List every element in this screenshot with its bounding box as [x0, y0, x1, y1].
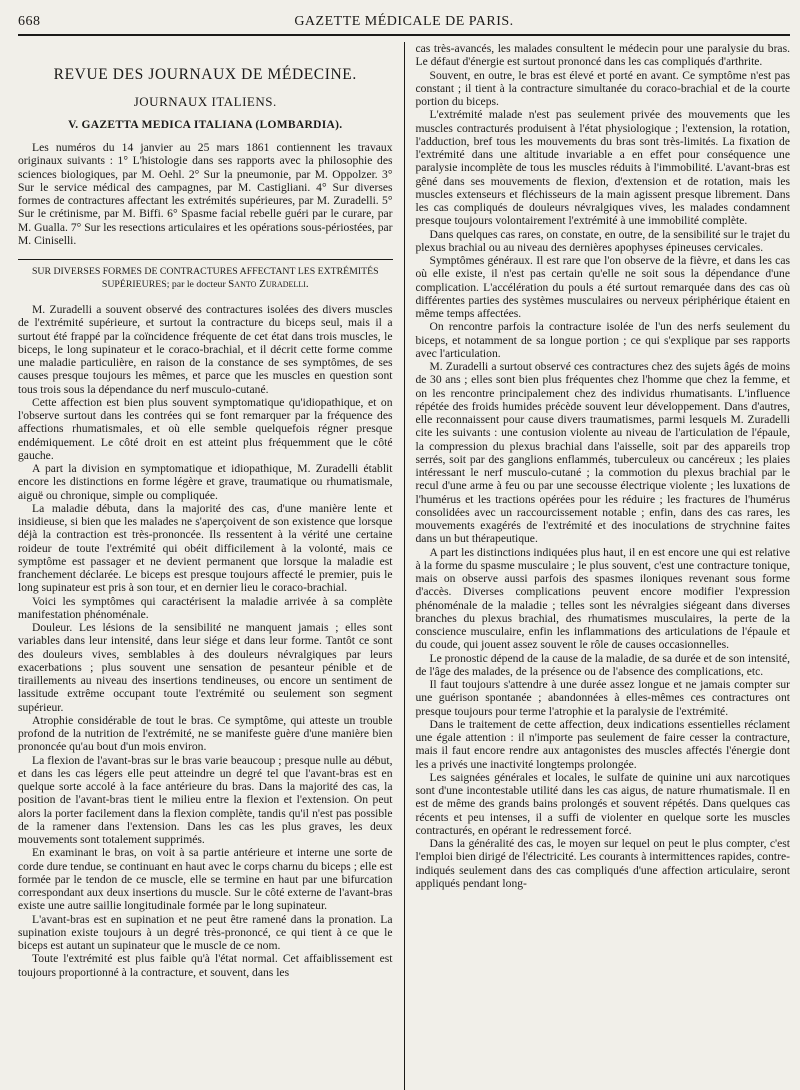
- body-paragraph: Douleur. Les lésions de la sensibilité ne manquent jamais ; elles sont variables dans leur intensité, dans leur siége et dans leur forme. Tantôt ce sont des douleurs vives, semblables à des douleurs névralgiques par leurs exacerbations ; plus souvent une sensation de pesanteur pénible et de tiraillements au niveau des insertions tendineuses, ou encore un sentiment de lassitude extrême occupant toute l'extrémité ou seulement son segment supérieur.: [18, 621, 393, 714]
- article-heading-title: SUR DIVERSES FORMES DE CONTRACTURES AFFECTANT LES EXTRÉMITÉS SUPÉRIEURES: [31, 266, 379, 290]
- source-journal-heading: V. GAZETTA MEDICA ITALIANA (LOMBARDIA).: [68, 119, 343, 131]
- body-paragraph: Souvent, en outre, le bras est élevé et porté en avant. Ce symptôme n'est pas constant ; il tient à la contracture simultanée du coraco-brachial et de la courte portion du biceps.: [415, 68, 790, 108]
- article-byline-prefix: ; par le docteur: [166, 279, 226, 290]
- left-column: [18, 42, 405, 1090]
- body-paragraph: En examinant le bras, on voit à sa partie antérieure et interne une sorte de corde dure tendue, se continuant en haut avec le corps charnu du biceps ; elle est formée par le tendon de ce muscle, elle se termine en haut par une bifurcation correspondant aux deux insertions du muscle. Sur le côté externe de l'avant-bras existe une autre saillie longitudinale formée par le long supinateur.: [18, 846, 393, 913]
- running-header: [18, 10, 790, 36]
- page-number: 668: [18, 14, 41, 29]
- body-paragraph: Le pronostic dépend de la cause de la maladie, de sa durée et de son intensité, de l'âge des malades, de la présence ou de l'absence des complications, etc.: [415, 651, 790, 678]
- journal-title: GAZETTE MÉDICALE DE PARIS.: [294, 14, 514, 29]
- body-paragraph: L'avant-bras est en supination et ne peut être ramené dans la pronation. La supination existe toujours à un degré très-prononcé, ce qui tient à ce que le biceps est autant un supinateur que le muscle de ce nom.: [18, 912, 393, 952]
- body-paragraph: cas très-avancés, les malades consultent le médecin pour une paralysie du bras. Le défaut d'énergie est surtout prononcé dans les cas compliqués d'arthrite.: [415, 42, 790, 69]
- body-paragraph: Dans la généralité des cas, le moyen sur lequel on peut le plus compter, c'est l'emploi bien dirigé de l'électricité. Les courants à intermittences rapides, contre-indiqués seulement dans des cas compliqués d'une affection articulaire, seront appliqués pendant long-: [415, 837, 790, 890]
- body-paragraph: Cette affection est bien plus souvent symptomatique qu'idiopathique, et on l'observe surtout dans les contrées qui se font remarquer par la fréquence des affections rhumatismales, et où elle semble quelquefois régner presque endémiquement. Le côté droit en est atteint plus fréquemment que le côté gauche.: [18, 395, 393, 462]
- body-paragraph: On rencontre parfois la contracture isolée de l'un des nerfs seulement du biceps, et notamment de sa longue portion ; ce qui s'explique par ses rapports avec l'articulation.: [415, 320, 790, 360]
- body-paragraph: M. Zuradelli a souvent observé des contractures isolées des divers muscles de l'extrémité supérieure, et surtout la contracture du biceps seul, mais il a surtout été frappé par la coïncidence fréquente de cet état dans trois muscles, le biceps, le long supinateur et le coraco-brachial, et il décrit cette forme comme une maladie particulière, en raison de la constance de ses symptômes, de ses causes presque toujours les mêmes, et parce que les muscles en question sont tous trois sous la dépendance du nerf musculo-cutané.: [18, 303, 393, 396]
- body-paragraph: Dans quelques cas rares, on constate, en outre, de la sensibilité sur le trajet du plexus brachial ou au niveau des dernières apophyses épineuses cervicales.: [415, 227, 790, 254]
- article-heading: [20, 266, 391, 291]
- body-paragraph: Atrophie considérable de tout le bras. Ce symptôme, qui atteste un trouble profond de la nutrition de l'extrémité, ne se manifeste guère d'une manière bien prononcée qu'au bout d'un mois environ.: [18, 713, 393, 754]
- body-paragraph: La maladie débuta, dans la majorité des cas, d'une manière lente et insidieuse, si bien que les malades ne s'aperçoivent de son existence que lorsque déjà la contraction est très-prononcée. Ils ressentent à la vérité une certaine roideur de toute l'extrémité qui obéit difficilement à la volonté, mais ce symptôme est passager et ne devient permanent que lorsque la maladie est franchement déclarée. Le biceps est presque toujours affecté le premier, puis le long supinateur est pris à son tour, et en dernier lieu le coraco-brachial.: [18, 501, 393, 595]
- right-column: [405, 42, 791, 1090]
- article-author: Santo Zuradelli.: [228, 278, 309, 290]
- body-paragraph: A part les distinctions indiquées plus haut, il en est encore une qui est relative à la forme du spasme musculaire ; le plus souvent, c'est une contracture tonique, mais on observe aussi parfois des spasmes iloniques revenant sous forme d'accès. Diverses complications peuvent encore modifier l'expression phénoménale de la maladie ; telles sont les névralgies siégeant dans diverses branches du plexus brachial, des rhumatismes musculaires, la perte de la conscience musculaire, enfin les inflammations des articulations de l'épaule et du coude, qui jouent assez souvent le rôle de causes occasionnelles.: [415, 545, 790, 652]
- body-paragraph: A part la division en symptomatique et idiopathique, M. Zuradelli établit encore les distinctions en forme légère et grave, traumatique ou rhumatismale, aiguë ou chronique, simple ou compliquée.: [18, 462, 393, 502]
- intro-paragraph: Les numéros du 14 janvier au 25 mars 1861 contiennent les travaux originaux suivants : 1° L'histologie dans ses rapports avec la philosophie des sciences biologiques, par M. Oehl. 2° Sur la pneumonie, par M. Oppolzer. 3° Sur le service médical des campagnes, par M. Castigliani. 4° Sur diverses formes de contractures affectant les extrémités supérieures, par M. Zuradelli. 5° Sur le crétinisme, par M. Biffi. 6° Spasme facial rebelle guéri par le curare, par M. Gualla. 7° Sur les resections articulaires et les opérations sous-périostées, par M. Ciniselli.: [18, 141, 393, 247]
- body-paragraph: Il faut toujours s'attendre à une durée assez longue et ne jamais compter sur une guérison spontanée ; abandonnées à elles-mêmes ces contractures ont presque toujours pour terme l'atrophie et la paralysie de l'extrémité.: [415, 678, 790, 718]
- section-subtitle: JOURNAUX ITALIENS.: [133, 94, 277, 109]
- body-paragraph: Symptômes généraux. Il est rare que l'on observe de la fièvre, et dans les cas où elle existe, il n'est pas certain qu'elle ne soit sous la dépendance d'une complication. L'accélération du pouls a été surtout remarquée dans des cas où différentes parties des systèmes musculaires ou nerveux périphérique étaient en même temps affectées.: [415, 254, 790, 320]
- body-paragraph: Dans le traitement de cette affection, deux indications essentielles réclament une égale attention : il n'importe pas seulement de faire cesser la contracture, mais il faut encore rendre aux antagonistes des muscles affectés l'énergie dont les a privés une inactivité longtemps prolongée.: [415, 717, 790, 771]
- body-paragraph: La flexion de l'avant-bras sur le bras varie beaucoup ; presque nulle au début, et dans les cas légers elle peut atteindre un degré tel que l'avant-bras est en quelque sorte accolé à la face antérieure du bras. Dans la majorité des cas, la position de l'avant-bras tient le milieu entre la flexion et l'extension. On peut alors la porter facilement dans la flexion complète, tandis qu'il n'est pas possible de la ramener dans l'extension. Dans les cas les plus graves, les deux mouvements sont totalement supprimés.: [18, 753, 393, 846]
- section-title: REVUE DES JOURNAUX DE MÉDECINE.: [53, 66, 357, 83]
- two-column-body: [18, 42, 790, 1090]
- body-paragraph: Toute l'extrémité est plus faible qu'à l'état normal. Cet affaiblissement est toujours proportionné à la contracture, et souvent, dans les: [18, 952, 393, 979]
- body-paragraph: Voici les symptômes qui caractérisent la maladie arrivée à sa complète manifestation phénoménale.: [18, 594, 393, 621]
- body-paragraph: L'extrémité malade n'est pas seulement privée des mouvements que les muscles contracturés produisent à l'état physiologique ; l'extension, la rotation, l'adduction, bref tous les mouvements du bras sont très-limités. La fixation de l'extrémité dans une altitude invariable a en effet pour conséquence une paralysie incomplète de tous les muscles réduits à l'immobilité. L'avant-bras est gêné dans ses mouvements de flexion, d'extension et de rotation, mais les muscles extenseurs et fléchisseurs de la main agissent presque librement. Dans les cas compliqués de douleurs névralgiques vives, les malades condamnent presque toujours volontairement l'extrémité à une immobilité complète.: [415, 108, 790, 228]
- left-column-text: [18, 303, 393, 979]
- body-paragraph: M. Zuradelli a surtout observé ces contractures chez des sujets âgés de moins de 30 ans ; elles sont bien plus fréquentes chez l'homme que chez la femme, et on les rencontre principalement chez des individus rhumatisants. L'influence répétée des froids humides précède souvent leur développement. Dans d'autres, elle reconnaissent pour cause divers traumatismes, parmi lesquels M. Zuradelli cite les suivants : une contusion violente au niveau de l'articulation de l'épaule, la compression du plexus brachial dans l'aisselle, soit par des appareils trop serrés, soit par des ganglions enflammés, tuberculeux ou cancéreux ; les plaies intéressant le nerf musculo-cutané ; la commotion du plexus brachial par le recul d'une arme à feu ou par une secousse électrique violente ; les luxations de l'humérus et les tractions opérées pour les réduire ; les fractures de l'humérus consolidées avec un raccourcissement notable ; enfin, dans des cas rares, les mouvements exagérés de l'extrémité et des inoculations de strychnine faites dans un but thérapeutique.: [415, 360, 790, 546]
- divider-rule: [18, 259, 393, 260]
- right-column-text: [416, 42, 791, 890]
- body-paragraph: Les saignées générales et locales, le sulfate de quinine uni aux narcotiques sont d'une incontestable utilité dans les cas aigus, de nature rhumatismale. Il en est de même des grands bains prolongés et souvent répétés. Dans quelques cas récents et peu intenses, il a suffi de violenter en quelque sorte les muscles contracturés, en opérant le redressement forcé.: [415, 770, 790, 837]
